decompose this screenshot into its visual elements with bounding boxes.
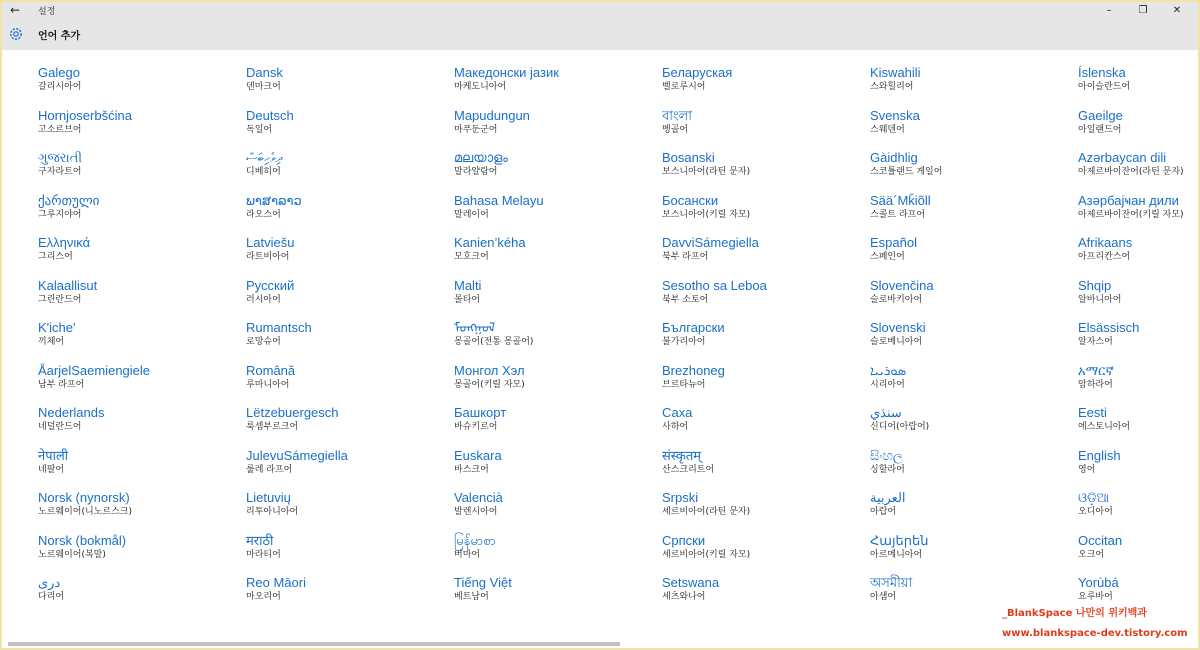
language-korean-name: 스웨덴어: [870, 124, 905, 135]
language-korean-name: 룰레 라프어: [246, 464, 293, 475]
language-native-name: ଓଡ଼ିଆ: [1078, 490, 1110, 505]
language-korean-name: 고소르브어: [38, 124, 82, 135]
app-title: 설정: [38, 6, 56, 17]
language-item[interactable]: [662, 319, 870, 362]
language-item[interactable]: [870, 489, 1078, 532]
language-korean-name: 룩셈부르크어: [246, 422, 299, 432]
language-korean-name: 라오스어: [246, 209, 281, 220]
language-korean-name: 루마니아어: [246, 379, 290, 390]
language-native-name: Nederlands: [38, 405, 105, 420]
language-item[interactable]: [1078, 192, 1200, 235]
language-item[interactable]: [870, 404, 1078, 447]
language-native-name: Slovenčina: [870, 277, 934, 293]
language-korean-name: 독일어: [246, 124, 273, 135]
language-korean-name: 스코틀랜드 게일어: [870, 167, 943, 177]
language-korean-name: 남부 라프어: [38, 379, 85, 390]
language-korean-name: 라트비아어: [246, 252, 290, 262]
language-item[interactable]: [454, 192, 662, 235]
language-native-name: മലയാളം: [454, 150, 508, 165]
language-native-name: سنڌي: [870, 405, 902, 420]
language-native-name: Yorùbá: [1078, 575, 1119, 590]
language-native-name: Bahasa Melayu: [454, 192, 544, 208]
language-item[interactable]: [38, 447, 246, 490]
language-item[interactable]: [38, 362, 246, 405]
language-native-name: Српски: [662, 532, 706, 548]
language-native-name: العربية: [870, 490, 906, 505]
language-korean-name: 오크어: [1078, 549, 1105, 560]
language-korean-name: 스와힐리어: [870, 82, 914, 92]
language-item[interactable]: [662, 447, 870, 490]
language-item[interactable]: [38, 319, 246, 362]
language-native-name: Ελληνικά: [38, 235, 91, 250]
language-korean-name: 요루바어: [1078, 592, 1113, 602]
language-korean-name: 아샘어: [870, 592, 897, 602]
language-item[interactable]: [454, 362, 662, 405]
language-item[interactable]: [870, 192, 1078, 235]
watermark-title: _BlankSpace 나만의 위키백과: [1002, 608, 1147, 619]
language-native-name: Босански: [662, 192, 719, 208]
language-item[interactable]: [662, 107, 870, 150]
language-native-name: JulevuSámegiella: [246, 447, 348, 463]
language-korean-name: 노르웨이어(니노르스크): [38, 507, 132, 517]
language-native-name: ગુજરાતી: [38, 150, 83, 165]
language-item[interactable]: [454, 532, 662, 575]
language-korean-name: 신디어(아랍어): [870, 422, 930, 432]
language-korean-name: 다리어: [38, 592, 65, 602]
language-item[interactable]: [246, 319, 454, 362]
language-item[interactable]: [662, 277, 870, 320]
language-item[interactable]: [1078, 489, 1200, 532]
language-korean-name: 세츠와나어: [662, 592, 706, 602]
language-native-name: Norsk (nynorsk): [38, 490, 130, 505]
language-korean-name: 그린란드어: [38, 294, 82, 305]
language-korean-name: 영어: [1078, 464, 1096, 475]
language-native-name: English: [1078, 447, 1121, 463]
language-native-name: Mapudungun: [454, 107, 530, 123]
close-button[interactable]: ✕: [1172, 4, 1182, 16]
arrow-left-icon: ←: [9, 3, 21, 17]
language-native-name: Русский: [246, 277, 295, 293]
language-item[interactable]: [870, 64, 1078, 107]
language-item[interactable]: [662, 362, 870, 405]
language-korean-name: 구자라트어: [38, 167, 82, 177]
language-korean-name: 발렌시아어: [454, 507, 498, 517]
language-korean-name: 네팔어: [38, 464, 65, 475]
language-native-name: Slovenski: [870, 320, 926, 335]
language-item[interactable]: [870, 362, 1078, 405]
language-item[interactable]: [1078, 277, 1200, 320]
language-native-name: DavviSámegiella: [662, 235, 759, 250]
language-item[interactable]: [38, 277, 246, 320]
language-item[interactable]: [454, 404, 662, 447]
language-item[interactable]: [662, 574, 870, 617]
language-korean-name: 마라티어: [246, 549, 281, 560]
window-controls: [1092, 2, 1194, 18]
language-korean-name: 에스토니아어: [1078, 422, 1131, 432]
language-korean-name: 리투아니아어: [246, 507, 299, 517]
language-korean-name: 그루지야어: [38, 209, 82, 220]
language-native-name: Íslenska: [1078, 65, 1126, 80]
language-item[interactable]: [454, 277, 662, 320]
language-native-name: Sesotho sa Leboa: [662, 277, 767, 293]
language-korean-name: 아이슬란드어: [1078, 82, 1131, 92]
language-native-name: Eesti: [1078, 405, 1107, 420]
language-item[interactable]: [38, 149, 246, 192]
language-item[interactable]: [38, 574, 246, 617]
language-native-name: አማርኛ: [1078, 362, 1114, 378]
language-native-name: دری: [38, 575, 61, 590]
language-native-name: Srpski: [662, 490, 699, 505]
language-item[interactable]: [246, 489, 454, 532]
language-korean-name: 바슈키르어: [454, 422, 498, 432]
language-korean-name: 덴마크어: [246, 82, 281, 92]
language-native-name: Саха: [662, 405, 693, 420]
language-item[interactable]: [1078, 64, 1200, 107]
language-native-name: Rumantsch: [246, 320, 312, 335]
language-native-name: Sää´Mǩiõll: [870, 192, 931, 208]
language-korean-name: 말라얄람어: [454, 167, 498, 177]
language-korean-name: 몰타어: [454, 294, 481, 305]
language-item[interactable]: [662, 64, 870, 107]
language-item[interactable]: [246, 64, 454, 107]
language-native-name: Azərbaycan dili: [1078, 150, 1167, 165]
language-item[interactable]: [1078, 447, 1200, 490]
page-title: 언어 추가: [38, 30, 81, 42]
language-native-name: Lietuvių: [246, 490, 291, 505]
language-korean-name: 로망슈어: [246, 337, 281, 347]
language-item[interactable]: [246, 447, 454, 490]
language-item[interactable]: [870, 532, 1078, 575]
language-native-name: Malti: [454, 277, 482, 293]
language-korean-name: 아랍어: [870, 507, 897, 517]
back-button[interactable]: [2, 2, 28, 18]
language-item[interactable]: [870, 107, 1078, 150]
language-item[interactable]: [454, 489, 662, 532]
language-native-name: Монгол Хэл: [454, 362, 525, 378]
language-korean-name: 스페인어: [870, 252, 905, 262]
language-item[interactable]: [662, 149, 870, 192]
language-native-name: Gàidhlig: [870, 150, 918, 165]
language-korean-name: 버마어: [454, 549, 481, 560]
language-item[interactable]: [454, 107, 662, 150]
language-native-name: K'iche': [38, 320, 76, 335]
language-korean-name: 산스크리트어: [662, 464, 715, 475]
language-item[interactable]: [38, 532, 246, 575]
language-korean-name: 마케도니아어: [454, 82, 507, 92]
language-native-name: Հայերեն: [870, 532, 929, 548]
language-korean-name: 러시아어: [246, 294, 281, 305]
language-korean-name: 보스니아어(라틴 문자): [662, 167, 751, 177]
language-korean-name: 싱할라어: [870, 464, 905, 475]
language-korean-name: 바스크어: [454, 464, 489, 475]
language-native-name: Occitan: [1078, 532, 1123, 548]
language-korean-name: 끼체어: [38, 337, 65, 347]
language-item[interactable]: [870, 277, 1078, 320]
language-korean-name: 슬로바키아어: [870, 294, 923, 305]
page-header: [2, 18, 1198, 50]
language-native-name: অসমীয়া: [870, 575, 913, 590]
language-korean-name: 브르타뉴어: [662, 379, 706, 390]
language-item[interactable]: [454, 319, 662, 362]
language-korean-name: 아르메니아어: [870, 549, 923, 560]
language-korean-name: 벵골어: [662, 124, 689, 135]
language-item[interactable]: [246, 574, 454, 617]
language-korean-name: 보스니아어(키릴 자모): [662, 209, 751, 220]
language-item[interactable]: [1078, 362, 1200, 405]
language-item[interactable]: [1078, 149, 1200, 192]
gear-icon: [6, 24, 26, 44]
language-native-name: Setswana: [662, 575, 720, 590]
language-native-name: বাংলা: [662, 107, 693, 123]
language-native-name: नेपाली: [38, 447, 69, 463]
horizontal-scrollbar[interactable]: [8, 642, 620, 646]
language-item[interactable]: [246, 149, 454, 192]
language-item[interactable]: [870, 234, 1078, 277]
language-grid: [38, 64, 1200, 617]
language-item[interactable]: [454, 64, 662, 107]
language-korean-name: 불가리아어: [662, 337, 706, 347]
language-native-name: Dansk: [246, 65, 283, 80]
language-native-name: Deutsch: [246, 107, 294, 123]
language-korean-name: 오디아어: [1078, 507, 1113, 517]
language-item[interactable]: [1078, 404, 1200, 447]
language-korean-name: 몽골어(전통 몽골어): [454, 337, 534, 347]
language-native-name: Азәрбајҹан дили: [1078, 192, 1179, 208]
language-item[interactable]: [38, 64, 246, 107]
language-korean-name: 사하어: [662, 422, 689, 432]
language-native-name: Tiếng Việt: [454, 575, 512, 590]
language-item[interactable]: [454, 149, 662, 192]
language-korean-name: 세르비아어(키릴 자모): [662, 549, 751, 560]
language-korean-name: 마푸둔군어: [454, 124, 498, 135]
language-korean-name: 노르웨이어(복말): [38, 549, 106, 560]
language-native-name: Bosanski: [662, 150, 715, 165]
language-native-name: संस्कृतम्: [662, 447, 702, 463]
language-native-name: Македонски јазик: [454, 65, 559, 80]
language-item[interactable]: [246, 234, 454, 277]
language-native-name: ÅarjelSaemiengiele: [38, 362, 151, 378]
language-korean-name: 알자스어: [1078, 337, 1113, 347]
language-native-name: Română: [246, 362, 296, 378]
title-bar: [2, 2, 1198, 18]
language-native-name: Latviešu: [246, 235, 295, 250]
language-korean-name: 슬로베니아어: [870, 337, 923, 347]
language-native-name: Elsässisch: [1078, 320, 1140, 335]
language-item[interactable]: [662, 532, 870, 575]
language-item[interactable]: [870, 319, 1078, 362]
language-korean-name: 아프리칸스어: [1078, 252, 1131, 262]
language-item[interactable]: [1078, 107, 1200, 150]
language-item[interactable]: [1078, 532, 1200, 575]
language-native-name: Brezhoneg: [662, 362, 725, 378]
language-native-name: Kalaallisut: [38, 277, 98, 293]
language-native-name: ქართული: [38, 192, 100, 208]
language-korean-name: 암하라어: [1078, 379, 1113, 390]
watermark-url: www.blankspace-dev.tistory.com: [1002, 628, 1188, 639]
language-korean-name: 스콜트 라프어: [870, 209, 926, 220]
language-native-name: ދިވެހިބަސް: [246, 150, 283, 165]
language-korean-name: 마오리어: [246, 592, 281, 602]
language-native-name: Afrikaans: [1078, 235, 1133, 250]
language-native-name: Euskara: [454, 447, 502, 463]
minimize-button[interactable]: –: [1106, 4, 1112, 16]
language-native-name: မြန်မာစာ: [454, 532, 496, 548]
language-item[interactable]: [1078, 319, 1200, 362]
language-native-name: Kiswahili: [870, 65, 921, 80]
language-korean-name: 시리아어: [870, 379, 905, 390]
language-item[interactable]: [38, 404, 246, 447]
language-item[interactable]: [870, 149, 1078, 192]
language-korean-name: 디베히어: [246, 167, 281, 177]
language-korean-name: 아일랜드어: [1078, 124, 1122, 135]
language-native-name: Башкорт: [454, 405, 507, 420]
language-native-name: සිංහල: [870, 447, 903, 463]
language-native-name: Español: [870, 235, 917, 250]
language-korean-name: 그리스어: [38, 252, 73, 262]
language-native-name: Svenska: [870, 107, 920, 123]
language-native-name: Valencià: [454, 490, 503, 505]
language-korean-name: 아제르바이잔어(키릴 자모): [1078, 209, 1184, 220]
language-item[interactable]: [454, 234, 662, 277]
language-native-name: Hornjoserbšćina: [38, 107, 132, 123]
language-item[interactable]: [662, 489, 870, 532]
language-item[interactable]: [662, 404, 870, 447]
language-item[interactable]: [246, 277, 454, 320]
language-item[interactable]: [246, 532, 454, 575]
language-item[interactable]: [454, 574, 662, 617]
language-native-name: Galego: [38, 65, 80, 80]
language-native-name: ᠮᠣᠩᠭᠣᠯ: [454, 320, 496, 335]
language-korean-name: 아제르바이잔어(라틴 문자): [1078, 167, 1184, 177]
language-item[interactable]: [454, 447, 662, 490]
language-item[interactable]: [246, 192, 454, 235]
language-native-name: Reo Māori: [246, 575, 306, 590]
language-native-name: Norsk (bokmål): [38, 532, 127, 548]
language-item[interactable]: [246, 362, 454, 405]
language-native-name: Lëtzebuergesch: [246, 405, 339, 420]
language-korean-name: 세르비아어(라틴 문자): [662, 507, 751, 517]
language-native-name: Kanien’kéha: [454, 235, 526, 250]
restore-button[interactable]: ❐: [1138, 4, 1148, 16]
language-native-name: मराठी: [246, 532, 274, 548]
language-korean-name: 북부 라프어: [662, 252, 709, 262]
language-item[interactable]: [870, 447, 1078, 490]
language-native-name: Български: [662, 320, 725, 335]
language-korean-name: 갈리시아어: [38, 82, 82, 92]
language-native-name: Shqip: [1078, 277, 1112, 293]
language-korean-name: 벨로루시어: [662, 82, 706, 92]
language-korean-name: 모호크어: [454, 252, 489, 262]
language-item[interactable]: [38, 489, 246, 532]
language-item[interactable]: [246, 107, 454, 150]
language-item[interactable]: [662, 234, 870, 277]
language-item[interactable]: [38, 192, 246, 235]
language-item[interactable]: [38, 234, 246, 277]
language-item[interactable]: [1078, 234, 1200, 277]
language-korean-name: 말레이어: [454, 209, 489, 220]
language-korean-name: 네덜란드어: [38, 422, 82, 432]
language-item[interactable]: [246, 404, 454, 447]
language-item[interactable]: [38, 107, 246, 150]
language-item[interactable]: [662, 192, 870, 235]
language-native-name: Беларуская: [662, 65, 733, 80]
language-korean-name: 북부 소토어: [662, 294, 709, 305]
language-korean-name: 베트남어: [454, 592, 489, 602]
language-native-name: ܣܘܪܝܝܐ: [870, 362, 907, 378]
language-native-name: Gaeilge: [1078, 107, 1123, 123]
language-korean-name: 몽골어(키릴 자모): [454, 379, 525, 390]
language-native-name: ພາສາລາວ: [246, 192, 302, 208]
language-korean-name: 알바니아어: [1078, 294, 1122, 305]
